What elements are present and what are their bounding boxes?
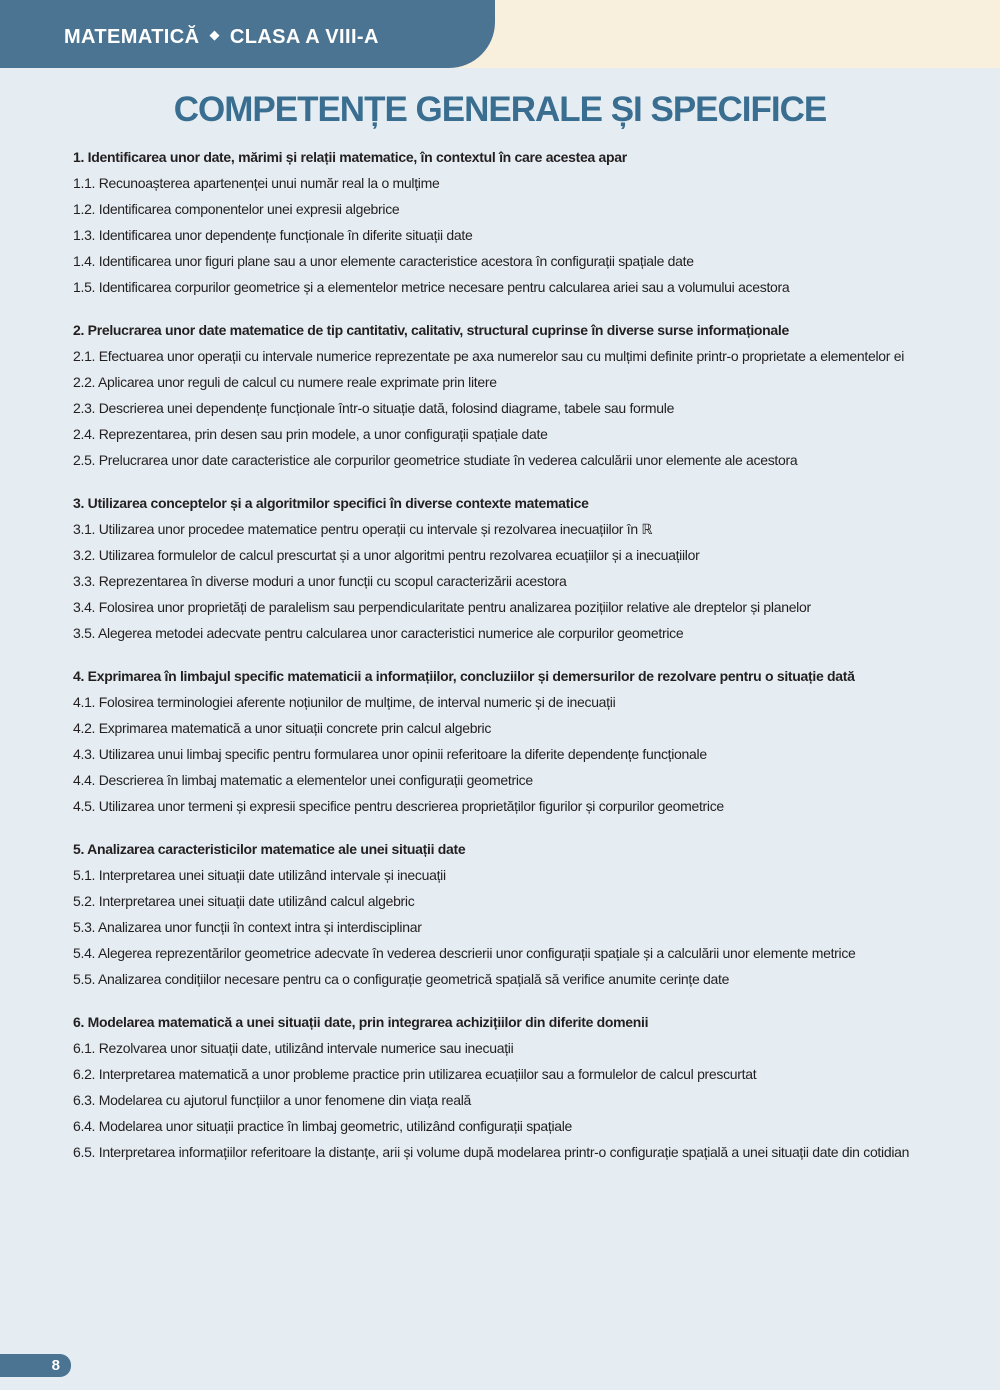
chapter-header-tab [0, 0, 495, 68]
competencies-list [73, 144, 963, 1165]
competency-item: 1.5. Identificarea corpurilor geometrice și a elementelor metrice necesare pentru calcularea ariei sau a volumului acestora [73, 279, 790, 295]
competency-item: 2.3. Descrierea unei dependențe funcționale într-o situație dată, folosind diagrame, tabele sau formule [73, 400, 675, 416]
competency-heading: 3. Utilizarea conceptelor și a algoritmilor specifici în diverse contexte matematice [73, 495, 589, 511]
competency-item: 2.4. Reprezentarea, prin desen sau prin modele, a unor configurații spațiale date [73, 426, 548, 442]
header-grade: CLASA A VIII-A [229, 25, 379, 48]
page-title: COMPETENȚE GENERALE ȘI SPECIFICE [173, 90, 827, 129]
competency-section [73, 836, 963, 992]
competency-item: 2.1. Efectuarea unor operații cu intervale numerice reprezentate pe axa numerelor sau cu mulțimi definite printr-o proprietate a elementelor ei [73, 348, 905, 364]
competency-heading: 1. Identificarea unor date, mărimi și relații matematice, în contextul în care acestea apar [73, 149, 627, 165]
competency-item: 5.1. Interpretarea unei situații date utilizând intervale și inecuații [73, 867, 446, 883]
competency-item: 4.3. Utilizarea unui limbaj specific pentru formularea unor opinii referitoare la diferite dependențe funcționale [73, 746, 707, 762]
competency-item: 6.4. Modelarea unor situații practice în limbaj geometric, utilizând configurații spațiale [73, 1118, 573, 1134]
competency-item: 4.4. Descrierea în limbaj matematic a elementelor unei configurații geometrice [73, 772, 533, 788]
competency-item: 5.5. Analizarea condițiilor necesare pentru ca o configurație geometrică spațială să verifice anumite cerințe date [73, 971, 730, 987]
diamond-icon: ◆ [209, 27, 220, 42]
competency-item: 1.3. Identificarea unor dependențe funcționale în diferite situații date [73, 227, 473, 243]
competency-heading: 6. Modelarea matematică a unei situații date, prin integrarea achizițiilor din diferite domenii [73, 1014, 649, 1030]
competency-item: 5.3. Analizarea unor funcții în context intra și interdisciplinar [73, 919, 422, 935]
competency-item: 2.5. Prelucrarea unor date caracteristice ale corpurilor geometrice studiate în vederea calculării unor elemente ale acestora [73, 452, 798, 468]
page-number: 8 [51, 1357, 60, 1374]
competency-item: 6.2. Interpretarea matematică a unor probleme practice prin utilizarea ecuațiilor sau a formulelor de calcul prescurtat [73, 1066, 757, 1082]
competency-section [73, 490, 963, 646]
competency-item: 5.2. Interpretarea unei situații date utilizând calcul algebric [73, 893, 415, 909]
competency-item: 3.2. Utilizarea formulelor de calcul prescurtat și a unor algoritmi pentru rezolvarea ecuațiilor și a inecuațiilor [73, 547, 700, 563]
competency-heading: 4. Exprimarea în limbajul specific matematicii a informațiilor, concluziilor și demersurilor de rezolvare pentru o situație dată [73, 668, 855, 684]
competency-item: 4.2. Exprimarea matematică a unor situații concrete prin calcul algebric [73, 720, 492, 736]
competency-item: 3.5. Alegerea metodei adecvate pentru calcularea unor caracteristici numerice ale corpurilor geometrice [73, 625, 684, 641]
competency-item: 1.4. Identificarea unor figuri plane sau a unor elemente caracteristice acestora în configurații spațiale date [73, 253, 694, 269]
competency-item: 3.3. Reprezentarea în diverse moduri a unor funcții cu scopul caracterizării acestora [73, 573, 567, 589]
competency-item: 1.2. Identificarea componentelor unei expresii algebrice [73, 201, 400, 217]
competency-section [73, 663, 963, 819]
competency-heading: 5. Analizarea caracteristicilor matematice ale unei situații date [73, 841, 466, 857]
competency-item: 6.5. Interpretarea informațiilor referitoare la distanțe, arii și volume după modelarea printr-o configurație spațială a unei situații date din cotidian [73, 1144, 910, 1160]
competency-section [73, 144, 963, 300]
competency-item: 6.3. Modelarea cu ajutorul funcțiilor a unor fenomene din viața reală [73, 1092, 471, 1108]
competency-item: 2.2. Aplicarea unor reguli de calcul cu numere reale exprimate prin litere [73, 374, 497, 390]
header-subject: MATEMATICĂ [64, 25, 200, 48]
competency-item: 4.5. Utilizarea unor termeni și expresii specifice pentru descrierea proprietăților figurilor și corpurilor geometrice [73, 798, 724, 814]
competency-item: 4.1. Folosirea terminologiei aferente noțiunilor de mulțime, de interval numeric și de inecuații [73, 694, 616, 710]
competency-item: 3.4. Folosirea unor proprietăți de paralelism sau perpendicularitate pentru analizarea pozițiilor relative ale dreptelor și planelor [73, 599, 811, 615]
competency-section [73, 1009, 963, 1165]
competency-item: 3.1. Utilizarea unor procedee matematice pentru operații cu intervale și rezolvarea inecuațiilor în ℝ [73, 521, 653, 537]
competency-section [73, 317, 963, 473]
page-number-tab [0, 1354, 71, 1377]
competency-heading: 2. Prelucrarea unor date matematice de tip cantitativ, calitativ, structural cuprinse în diverse surse informaționale [73, 322, 789, 338]
competency-item: 6.1. Rezolvarea unor situații date, utilizând intervale numerice sau inecuații [73, 1040, 514, 1056]
competency-item: 1.1. Recunoașterea apartenenței unui număr real la o mulțime [73, 175, 440, 191]
competency-item: 5.4. Alegerea reprezentărilor geometrice adecvate în vederea descrierii unor configurații spațiale și a calculării unor elemente metrice [73, 945, 856, 961]
